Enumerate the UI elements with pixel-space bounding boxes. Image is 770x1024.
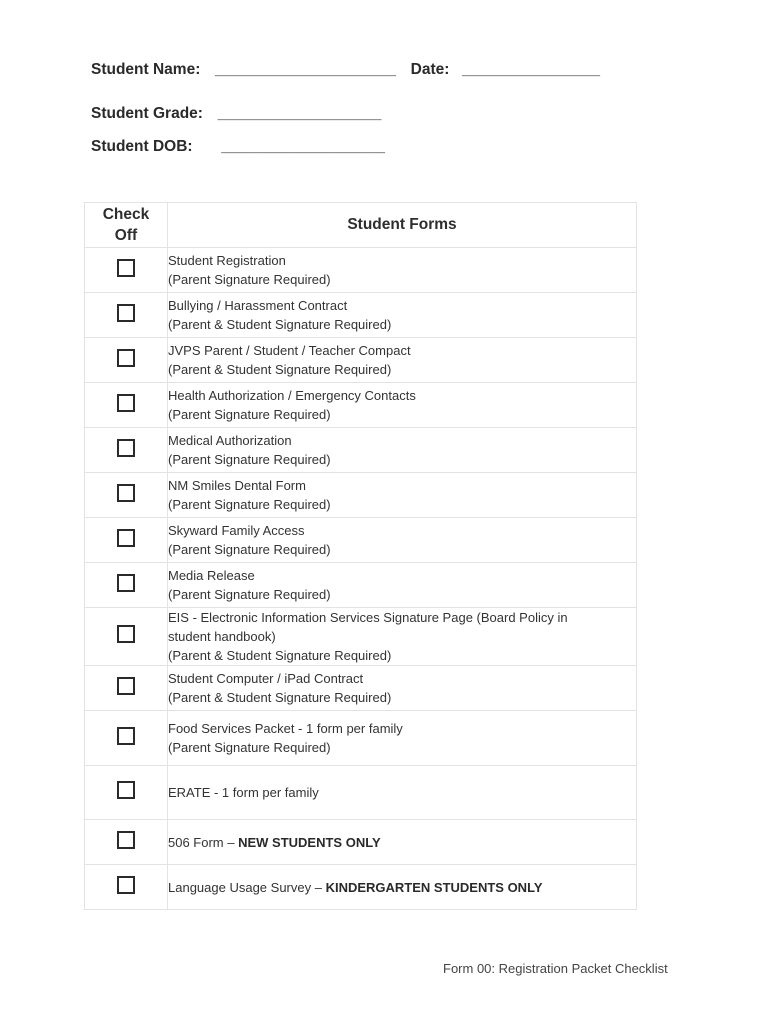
table-row bbox=[85, 518, 637, 563]
form-description: Student Registration (Parent Signature Required) bbox=[168, 248, 637, 293]
form-description: Language Usage Survey – KINDERGARTEN STUDENTS ONLY bbox=[168, 865, 637, 910]
checkbox-media-release[interactable] bbox=[117, 574, 135, 592]
form-description: Media Release (Parent Signature Required) bbox=[168, 563, 637, 608]
table-row bbox=[85, 865, 637, 910]
checkbox-eis-signature-page[interactable] bbox=[117, 625, 135, 643]
check-off-header: Check Off bbox=[85, 203, 168, 248]
student-name-label: Student Name: bbox=[91, 61, 201, 78]
form-description: EIS - Electronic Information Services Signature Page (Board Policy in student handbook) (Parent & Student Signature Required) bbox=[168, 608, 637, 666]
student-grade-label: Student Grade: bbox=[91, 105, 203, 122]
form-description: NM Smiles Dental Form (Parent Signature Required) bbox=[168, 473, 637, 518]
checkbox-nm-smiles-dental[interactable] bbox=[117, 484, 135, 502]
table-row bbox=[85, 766, 637, 820]
table-row bbox=[85, 473, 637, 518]
form-description: ERATE - 1 form per family bbox=[168, 766, 637, 820]
checkbox-bullying-contract[interactable] bbox=[117, 304, 135, 322]
checkbox-jvps-compact[interactable] bbox=[117, 349, 135, 367]
checkbox-health-authorization[interactable] bbox=[117, 394, 135, 412]
table-row bbox=[85, 608, 637, 666]
student-forms-header: Student Forms bbox=[168, 203, 637, 248]
table-row bbox=[85, 338, 637, 383]
student-dob-label: Student DOB: bbox=[91, 138, 193, 155]
table-row bbox=[85, 428, 637, 473]
table-row bbox=[85, 293, 637, 338]
table-row bbox=[85, 711, 637, 766]
table-row bbox=[85, 383, 637, 428]
table-row bbox=[85, 666, 637, 711]
student-grade-field bbox=[91, 105, 381, 123]
checkbox-student-registration[interactable] bbox=[117, 259, 135, 277]
checkbox-medical-authorization[interactable] bbox=[117, 439, 135, 457]
form-description: Medical Authorization (Parent Signature Required) bbox=[168, 428, 637, 473]
student-dob-field bbox=[91, 138, 385, 156]
form-description: 506 Form – NEW STUDENTS ONLY bbox=[168, 820, 637, 865]
student-name-field bbox=[91, 61, 600, 79]
forms-checklist-table bbox=[84, 202, 637, 910]
checkbox-506-form[interactable] bbox=[117, 831, 135, 849]
date-line[interactable]: ________________ bbox=[462, 61, 600, 78]
date-label: Date: bbox=[410, 61, 450, 78]
checkbox-skyward-family-access[interactable] bbox=[117, 529, 135, 547]
student-dob-line[interactable]: ___________________ bbox=[221, 138, 386, 155]
checkbox-food-services-packet[interactable] bbox=[117, 727, 135, 745]
form-description: Skyward Family Access (Parent Signature Required) bbox=[168, 518, 637, 563]
student-grade-line[interactable]: ___________________ bbox=[217, 105, 382, 122]
checkbox-erate[interactable] bbox=[117, 781, 135, 799]
table-row bbox=[85, 820, 637, 865]
form-footer-label: Form 00: Registration Packet Checklist bbox=[443, 961, 668, 976]
table-row bbox=[85, 248, 637, 293]
checkbox-language-usage-survey[interactable] bbox=[117, 876, 135, 894]
form-description: Bullying / Harassment Contract (Parent & Student Signature Required) bbox=[168, 293, 637, 338]
form-description: Student Computer / iPad Contract (Parent & Student Signature Required) bbox=[168, 666, 637, 711]
table-row bbox=[85, 563, 637, 608]
checkbox-computer-ipad-contract[interactable] bbox=[117, 677, 135, 695]
form-description: JVPS Parent / Student / Teacher Compact (Parent & Student Signature Required) bbox=[168, 338, 637, 383]
student-name-line[interactable]: _____________________ bbox=[215, 61, 397, 78]
form-description: Health Authorization / Emergency Contacts (Parent Signature Required) bbox=[168, 383, 637, 428]
form-description: Food Services Packet - 1 form per family (Parent Signature Required) bbox=[168, 711, 637, 766]
table-header-row bbox=[85, 203, 637, 248]
